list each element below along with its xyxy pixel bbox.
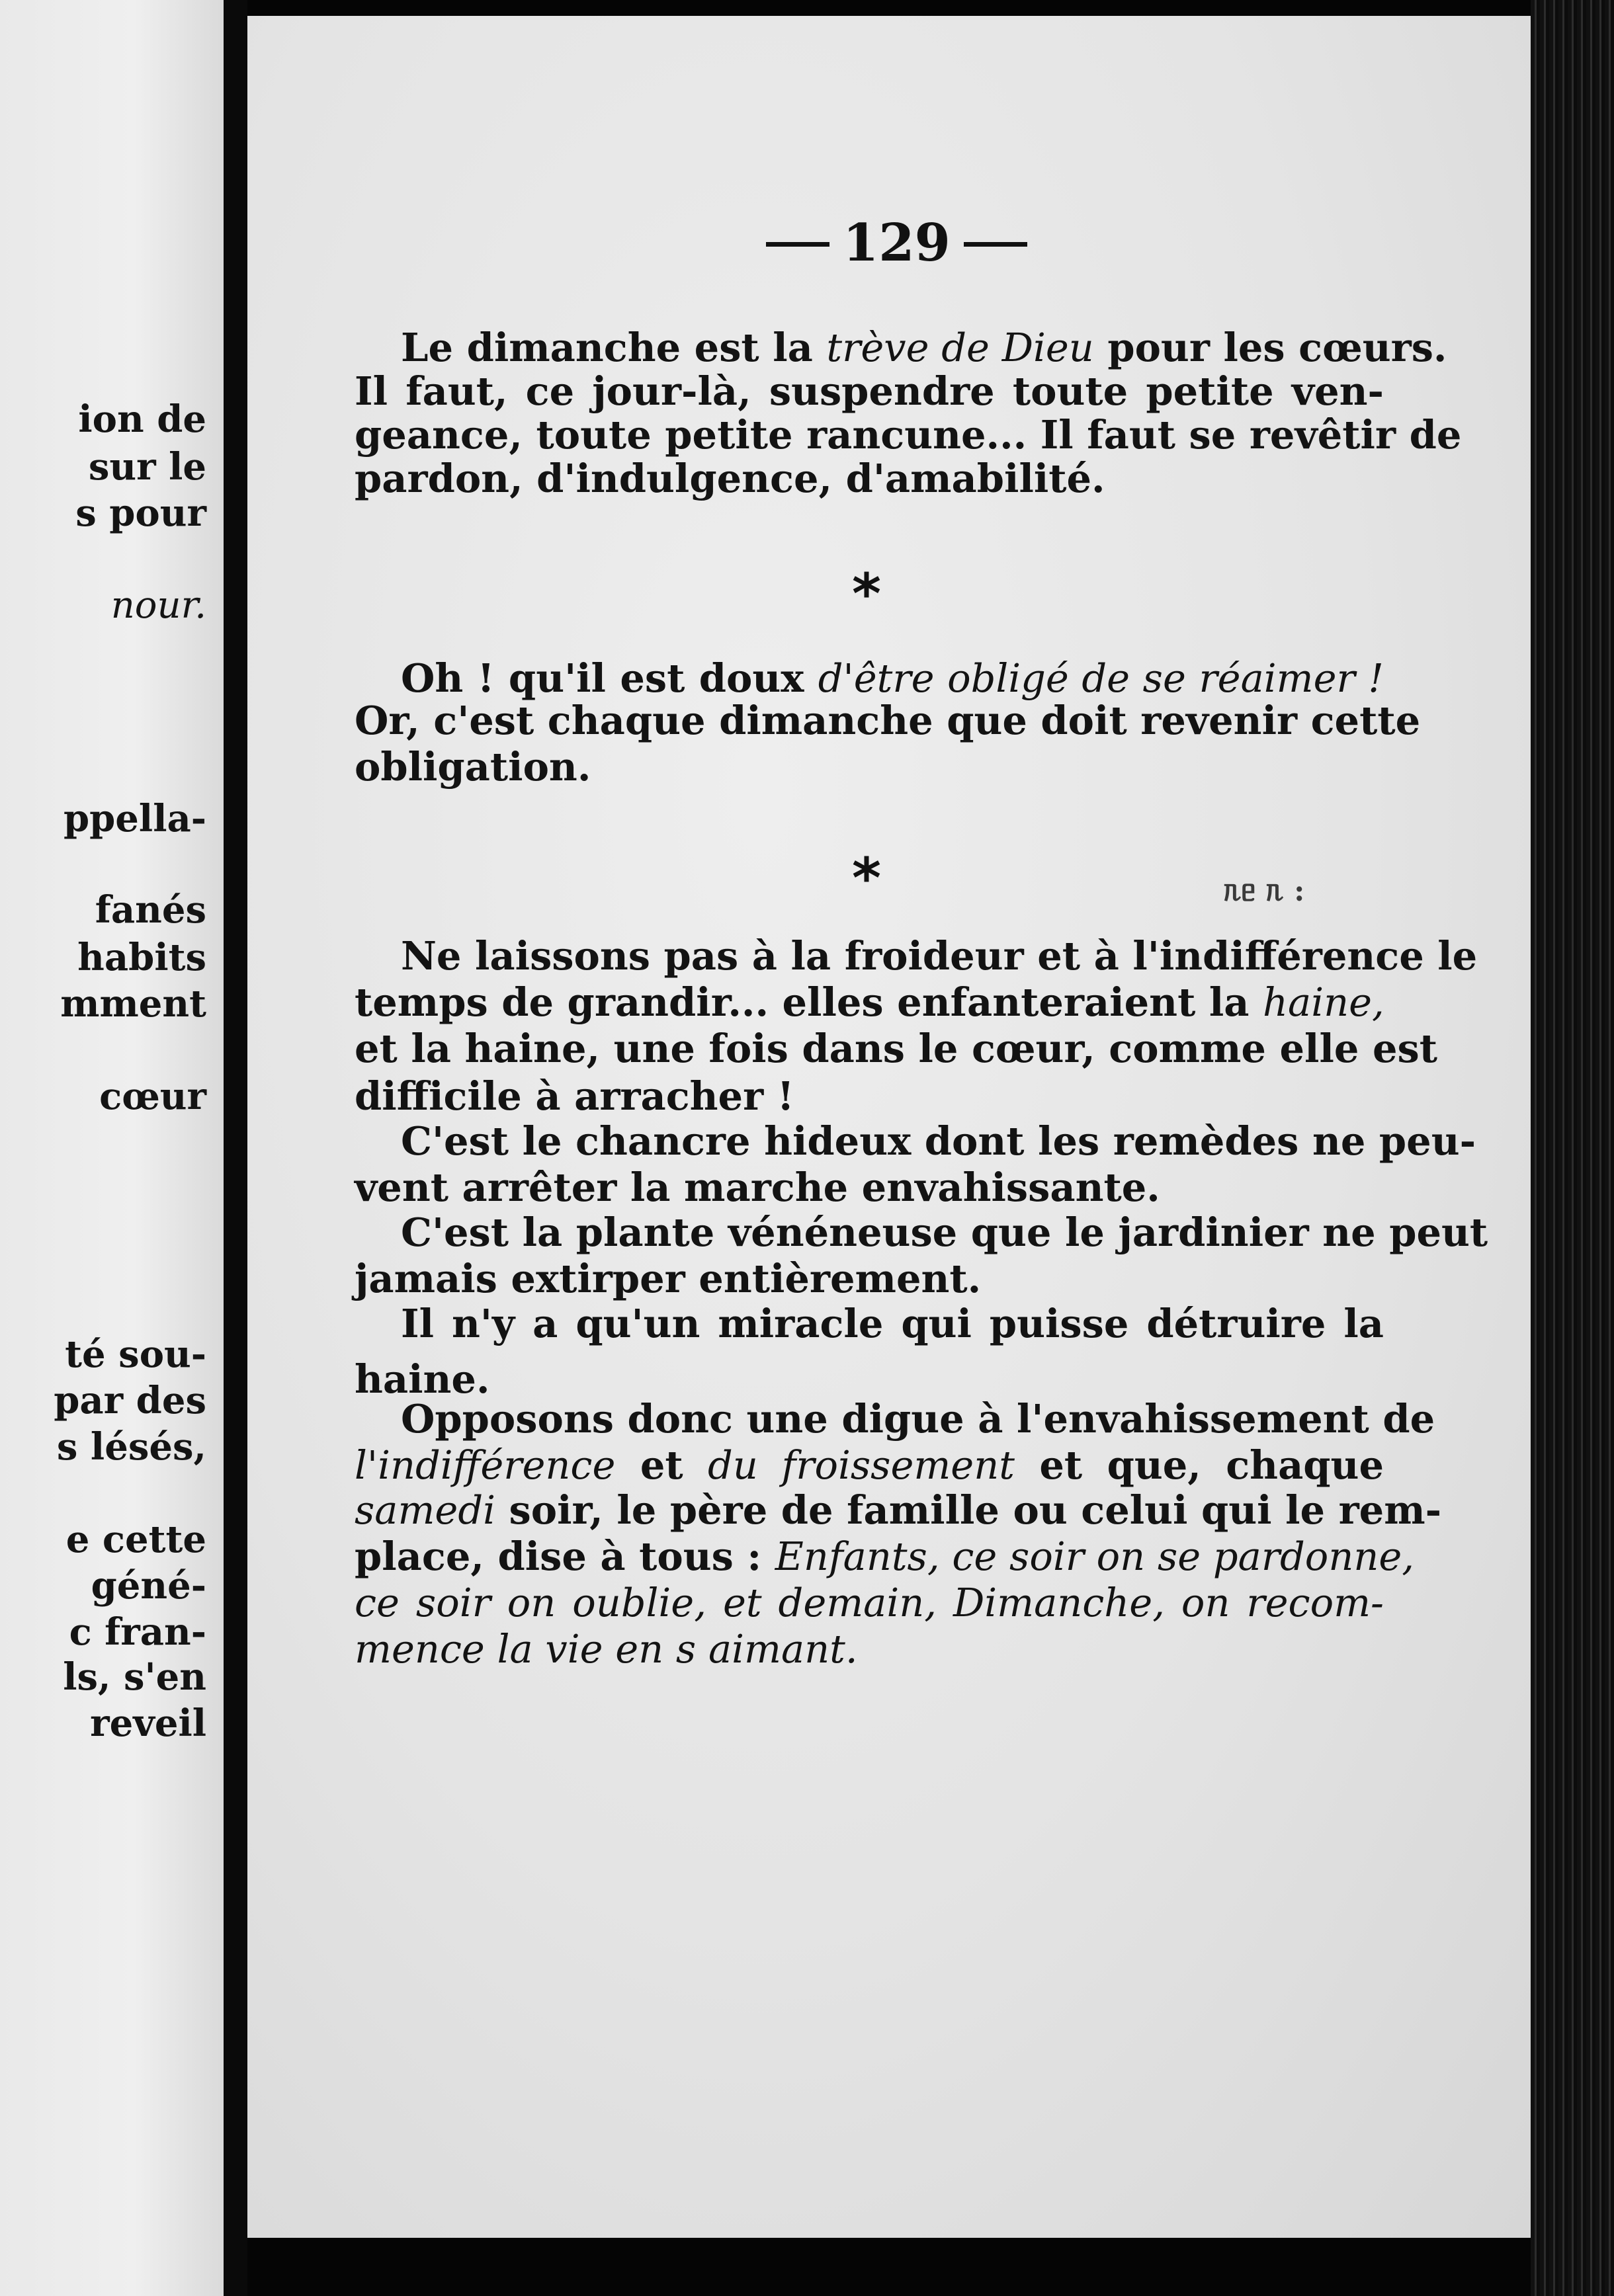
paragraph-2-line-3: obligation. <box>355 744 591 790</box>
paragraph-3-line-4: difficile à arracher ! <box>355 1073 794 1119</box>
left-page-line: sur le <box>88 445 206 489</box>
left-page-line: habits <box>77 936 206 979</box>
paragraph-7-line-3: samedi soir, le père de famille ou celui qui le rem- <box>355 1487 1442 1533</box>
paragraph-2-line-1: Oh ! qu'il est doux d'être obligé de se réaimer ! <box>401 655 1384 701</box>
page-number-dash-right <box>964 242 1027 247</box>
paragraph-4-line-1: C'est le chancre hideux dont les remèdes ne peu- <box>401 1118 1476 1164</box>
left-page-line: mment <box>60 982 206 1026</box>
paragraph-2-line-2: Or, c'est chaque dimanche que doit revenir cette <box>355 698 1421 743</box>
page-number <box>753 213 1041 273</box>
ink-blot-mark: ᥰᥱ ᥰ : <box>1224 874 1305 908</box>
page-number-value: 129 <box>843 213 951 273</box>
left-page-line: fanés <box>95 888 206 932</box>
page-number-dash-left <box>766 242 829 247</box>
paragraph-1-line-1: Le dimanche est la trève de Dieu pour les cœurs. <box>401 325 1447 370</box>
left-page-line: ion de <box>78 397 206 441</box>
paragraph-7-line-1: Opposons donc une digue à l'envahissement de <box>401 1396 1435 1442</box>
paragraph-7-line-2: l'indifférence et du froissement et que, chaque <box>355 1442 1384 1488</box>
book-page-edges <box>1531 0 1614 2296</box>
left-page-line: ppella- <box>63 797 206 840</box>
paragraph-7-line-6: mence la vie en s aimant. <box>355 1626 858 1672</box>
left-page-line: cœur <box>99 1075 206 1118</box>
paragraph-1-line-3: geance, toute petite rancune... Il faut se revêtir de <box>355 412 1462 458</box>
left-page-line: ls, s'en <box>63 1655 206 1699</box>
paragraph-6-line-2: haine. <box>355 1356 490 1402</box>
section-separator-star: * <box>852 846 881 911</box>
paragraph-1-line-2: Il faut, ce jour-là, suspendre toute petite ven- <box>355 368 1384 414</box>
section-separator-star: * <box>852 561 881 626</box>
paragraph-7-line-5: ce soir on oublie, et demain, Dimanche, on recom- <box>355 1580 1384 1625</box>
paragraph-3-line-1: Ne laissons pas à la froideur et à l'indifférence le <box>401 933 1478 979</box>
left-page-line: par des <box>54 1379 206 1422</box>
paragraph-3-line-3: et la haine, une fois dans le cœur, comme elle est <box>355 1026 1437 1071</box>
left-page-line: géné- <box>91 1564 206 1608</box>
paragraph-6-line-1: Il n'y a qu'un miracle qui puisse détruire la <box>401 1301 1384 1346</box>
left-page-line: reveil <box>90 1702 206 1745</box>
left-page-line: c fran- <box>69 1610 206 1654</box>
paragraph-5-line-1: C'est la plante vénéneuse que le jardinier ne peut <box>401 1210 1488 1255</box>
paragraph-4-line-2: vent arrêter la marche envahissante. <box>355 1165 1160 1210</box>
left-page-line: e cette <box>65 1518 206 1561</box>
book-gutter <box>224 0 247 2296</box>
paragraph-5-line-2: jamais extirper entièrement. <box>355 1256 982 1301</box>
left-page-line: s lésés, <box>56 1425 206 1469</box>
paragraph-1-line-4: pardon, d'indulgence, d'amabilité. <box>355 456 1105 501</box>
left-page-line: nour. <box>110 584 206 627</box>
previous-page-fragment <box>0 0 224 2296</box>
paragraph-7-line-4: place, dise à tous : Enfants, ce soir on se pardonne, <box>355 1534 1414 1579</box>
left-page-line: s pour <box>75 491 206 535</box>
paragraph-3-line-2: temps de grandir... elles enfanteraient la haine, <box>355 979 1384 1025</box>
left-page-line: té sou- <box>65 1332 206 1376</box>
